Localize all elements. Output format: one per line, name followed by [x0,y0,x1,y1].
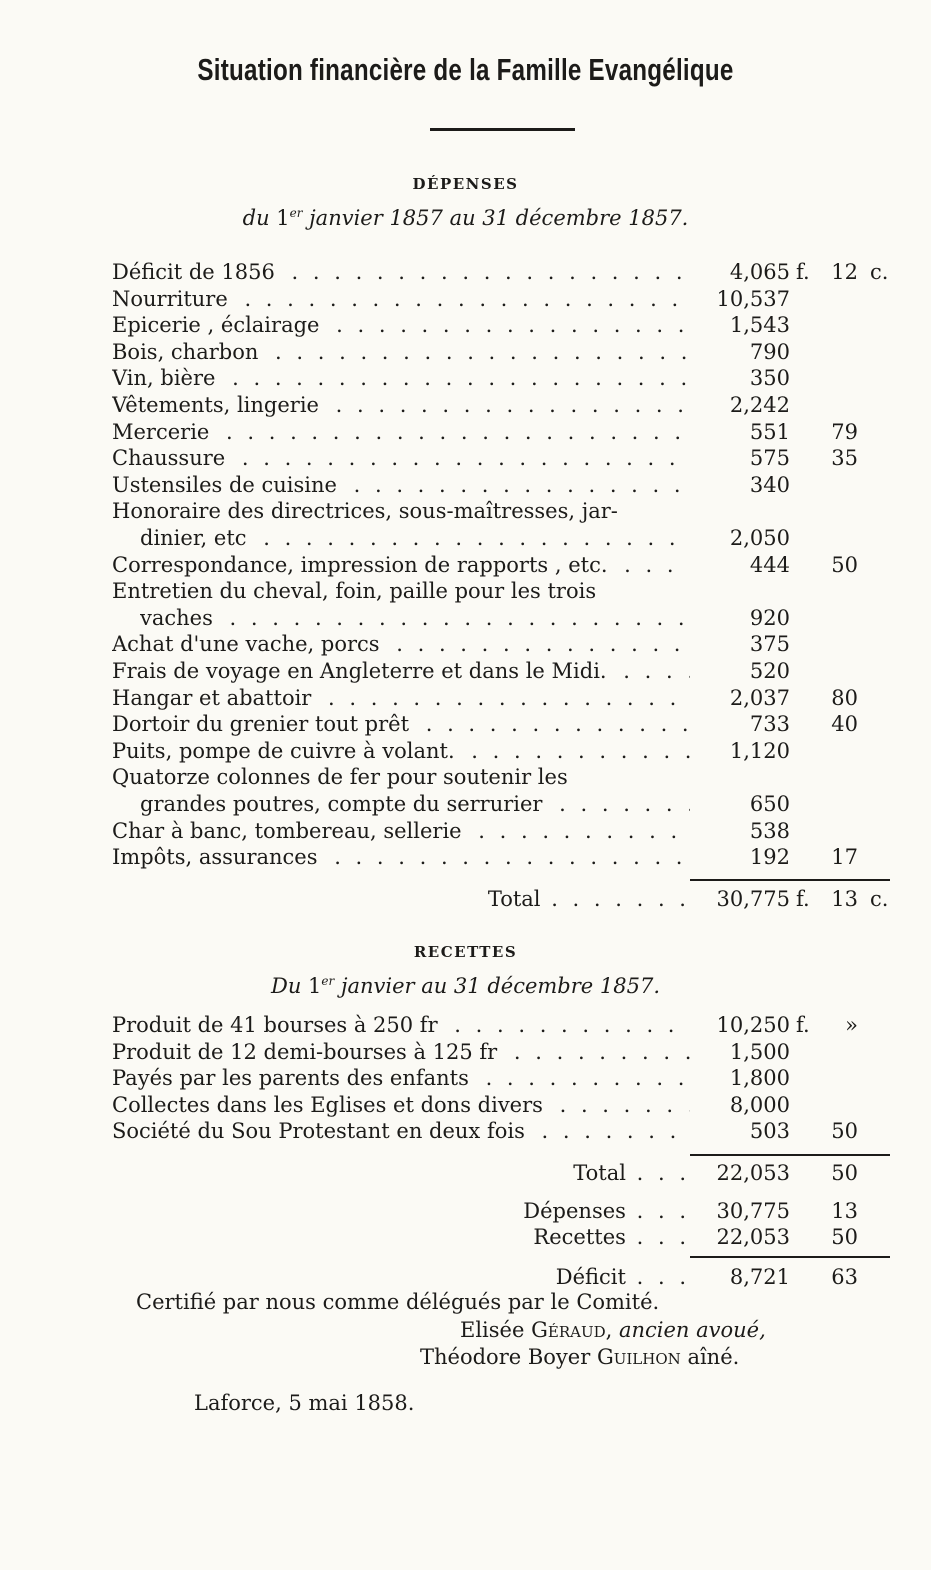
balance-deficit-label: Déficit . . . [112,1264,690,1290]
recettes-row [0,1118,931,1144]
depenses-row-label: Char à banc, tombereau, sellerie . . . [112,818,690,844]
recettes-row-amount: 8,000 [729,1092,790,1117]
depenses-row [0,498,931,524]
recettes-period-sup: er [321,974,335,988]
balance-deficit-row [0,1264,931,1290]
depenses-row-amount: 920 [749,605,790,630]
balance-deficit-amount: 8,721 [729,1265,790,1289]
depenses-period-pre: du [242,206,270,230]
depenses-row-cents: 40 [831,712,858,737]
depenses-row-amount: 2,037 [729,685,790,710]
balance-depenses-amount: 30,775 [716,1199,790,1223]
depenses-row [0,419,931,445]
signer-2-first: Théodore Boyer [420,1345,591,1369]
recettes-row [0,1092,931,1118]
depenses-total-rule [690,879,890,881]
recettes-period-text: janvier au 31 décembre 1857. [340,974,661,998]
depenses-row-cents: 12 [831,260,858,284]
depenses-row-amount: 538 [749,818,790,843]
depenses-row-unit: f. [796,260,810,284]
depenses-period-sup: er [289,206,303,220]
recettes-total-cents: 50 [831,1161,858,1185]
depenses-row [0,339,931,365]
recettes-heading: RECETTES [413,943,518,961]
depenses-row [0,286,931,312]
depenses-row-cunit: c. [870,260,889,284]
signer-1-last: Géraud [531,1318,606,1342]
recettes-row-label: Produit de 12 demi-bourses à 125 fr . . . [112,1039,690,1065]
depenses-row-amount: 575 [749,446,790,471]
depenses-row-label: Mercerie . . . [112,419,690,445]
depenses-row [0,818,931,844]
depenses-row [0,259,931,285]
depenses-total-label: Total . . . . . . . [112,886,690,912]
signer-1: Elisée Géraud, ancien avoué, [460,1318,766,1342]
depenses-row [0,525,931,551]
signer-1-first: Elisée [460,1318,525,1342]
depenses-row-label: grandes poutres, compte du serrurier . . . [140,791,690,817]
depenses-row-label: Honoraire des directrices, sous-maîtresses, jar- [112,498,732,524]
recettes-row-amount: 10,250 [716,1013,790,1037]
depenses-row [0,658,931,684]
depenses-row [0,578,931,604]
balance-depenses-row [0,1198,931,1224]
depenses-row-amount: 340 [749,472,790,497]
depenses-row-label: Entretien du cheval, foin, paille pour les trois [112,578,732,604]
depenses-row-amount: 10,537 [716,286,790,311]
recettes-row-label: Collectes dans les Eglises et dons divers . . . [112,1092,690,1118]
signer-2-suffix: aîné. [687,1345,740,1369]
depenses-row-amount: 375 [749,632,790,657]
depenses-row [0,472,931,498]
recettes-row [0,1012,931,1038]
document-title: Situation financière de la Famille Evangélique [197,52,734,87]
balance-recettes-row [0,1224,931,1250]
recettes-row-unit: f. [796,1013,810,1037]
depenses-row-label: Puits, pompe de cuivre à volant. . . . [112,738,690,764]
depenses-total-cunit: c. [870,887,889,911]
depenses-row-cents: 50 [831,552,858,577]
depenses-row-label: Dortoir du grenier tout prêt . . . [112,711,690,737]
depenses-row-cents: 79 [831,419,858,444]
depenses-row-amount: 1,543 [729,313,790,338]
recettes-row-cents: 50 [831,1119,858,1143]
depenses-row-label: Ustensiles de cuisine . . . [112,472,690,498]
recettes-row-label: Payés par les parents des enfants . . . [112,1065,690,1091]
recettes-row-cents: » [845,1013,858,1037]
depenses-row [0,392,931,418]
depenses-row [0,685,931,711]
recettes-row-amount: 503 [749,1119,790,1143]
depenses-row [0,365,931,391]
depenses-row-label: Correspondance, impression de rapports , etc. . . . [112,552,690,578]
depenses-row-amount: 650 [749,792,790,816]
depenses-row [0,711,931,737]
depenses-total-row [0,886,931,912]
signer-2 [420,1345,739,1369]
balance-recettes-amount: 22,053 [716,1225,790,1249]
recettes-row [0,1039,931,1065]
depenses-row-label: Impôts, assurances . . . [112,844,690,870]
signer-2-last: Guilhon [596,1345,681,1369]
depenses-row-label: Quatorze colonnes de fer pour soutenir les [112,764,732,790]
depenses-row [0,791,931,817]
certification-statement: Certifié par nous comme délégués par le Comité. [136,1290,660,1314]
balance-depenses-label: Dépenses . . . [112,1198,690,1224]
depenses-period-text: janvier 1857 au 31 décembre 1857. [309,206,689,230]
depenses-row [0,764,931,790]
depenses-row-amount: 520 [749,659,790,683]
depenses-row [0,605,931,631]
balance-recettes-cents: 50 [831,1225,858,1249]
depenses-row-label: Frais de voyage en Angleterre et dans le Midi. . . . [112,658,690,684]
recettes-total-rule [690,1154,890,1156]
depenses-row-label: Chaussure . . . [112,445,690,471]
recettes-period-pre: Du [270,974,302,998]
balance-recettes-label: Recettes . . . [112,1224,690,1250]
recettes-row-label: Produit de 41 bourses à 250 fr . . . [112,1012,690,1038]
depenses-row-label: Vin, bière . . . [112,365,690,391]
depenses-row-amount: 733 [749,712,790,737]
depenses-row [0,738,931,764]
recettes-row [0,1065,931,1091]
depenses-row-amount: 2,242 [729,393,790,417]
recettes-total-row [0,1160,931,1186]
depenses-row-label: vaches . . . [140,605,690,631]
depenses-row-label: Epicerie , éclairage . . . [112,312,690,338]
depenses-row [0,312,931,338]
recettes-row-label: Société du Sou Protestant en deux fois . . . [112,1118,690,1144]
depenses-row-amount: 790 [749,339,790,364]
place-date: Laforce, 5 mai 1858. [194,1391,415,1415]
recettes-total-amount: 22,053 [716,1161,790,1185]
depenses-row [0,631,931,657]
depenses-row-cents: 17 [831,845,858,870]
depenses-row-amount: 1,120 [729,738,790,763]
depenses-row-label: Nourriture . . . [112,286,690,312]
depenses-row-label: Bois, charbon . . . [112,339,690,365]
depenses-row-label: Déficit de 1856 . . . [112,259,690,285]
signer-1-title: ancien avoué, [618,1318,766,1342]
depenses-row [0,844,931,870]
depenses-row-cents: 35 [831,446,858,471]
depenses-row-amount: 192 [749,845,790,870]
depenses-heading: DÉPENSES [412,175,519,193]
depenses-row-amount: 444 [749,552,790,577]
depenses-row-amount: 350 [749,366,790,391]
deficit-rule [690,1256,890,1258]
depenses-row-label: Vêtements, lingerie . . . [112,392,690,418]
recettes-row-amount: 1,800 [729,1066,790,1090]
recettes-period: Du 1er janvier au 31 décembre 1857. [270,974,661,998]
depenses-row-label: Hangar et abattoir . . . [112,685,690,711]
depenses-row-label: Achat d'une vache, porcs . . . [112,631,690,657]
depenses-period: du 1er janvier 1857 au 31 décembre 1857. [242,206,689,230]
depenses-row [0,445,931,471]
depenses-total-amount: 30,775 [716,887,790,911]
title-divider [430,128,575,131]
depenses-row-amount: 2,050 [729,526,790,550]
depenses-row-cents: 80 [831,685,858,710]
depenses-row-label: dinier, etc . . . [140,525,690,551]
depenses-total-cents: 13 [831,887,858,911]
balance-depenses-cents: 13 [831,1199,858,1223]
depenses-row-amount: 4,065 [729,260,790,284]
depenses-total-unit: f. [796,887,810,911]
depenses-row-amount: 551 [749,419,790,444]
recettes-total-label: Total . . . [112,1160,690,1186]
balance-deficit-cents: 63 [831,1265,858,1289]
recettes-row-amount: 1,500 [729,1039,790,1064]
depenses-row [0,552,931,578]
